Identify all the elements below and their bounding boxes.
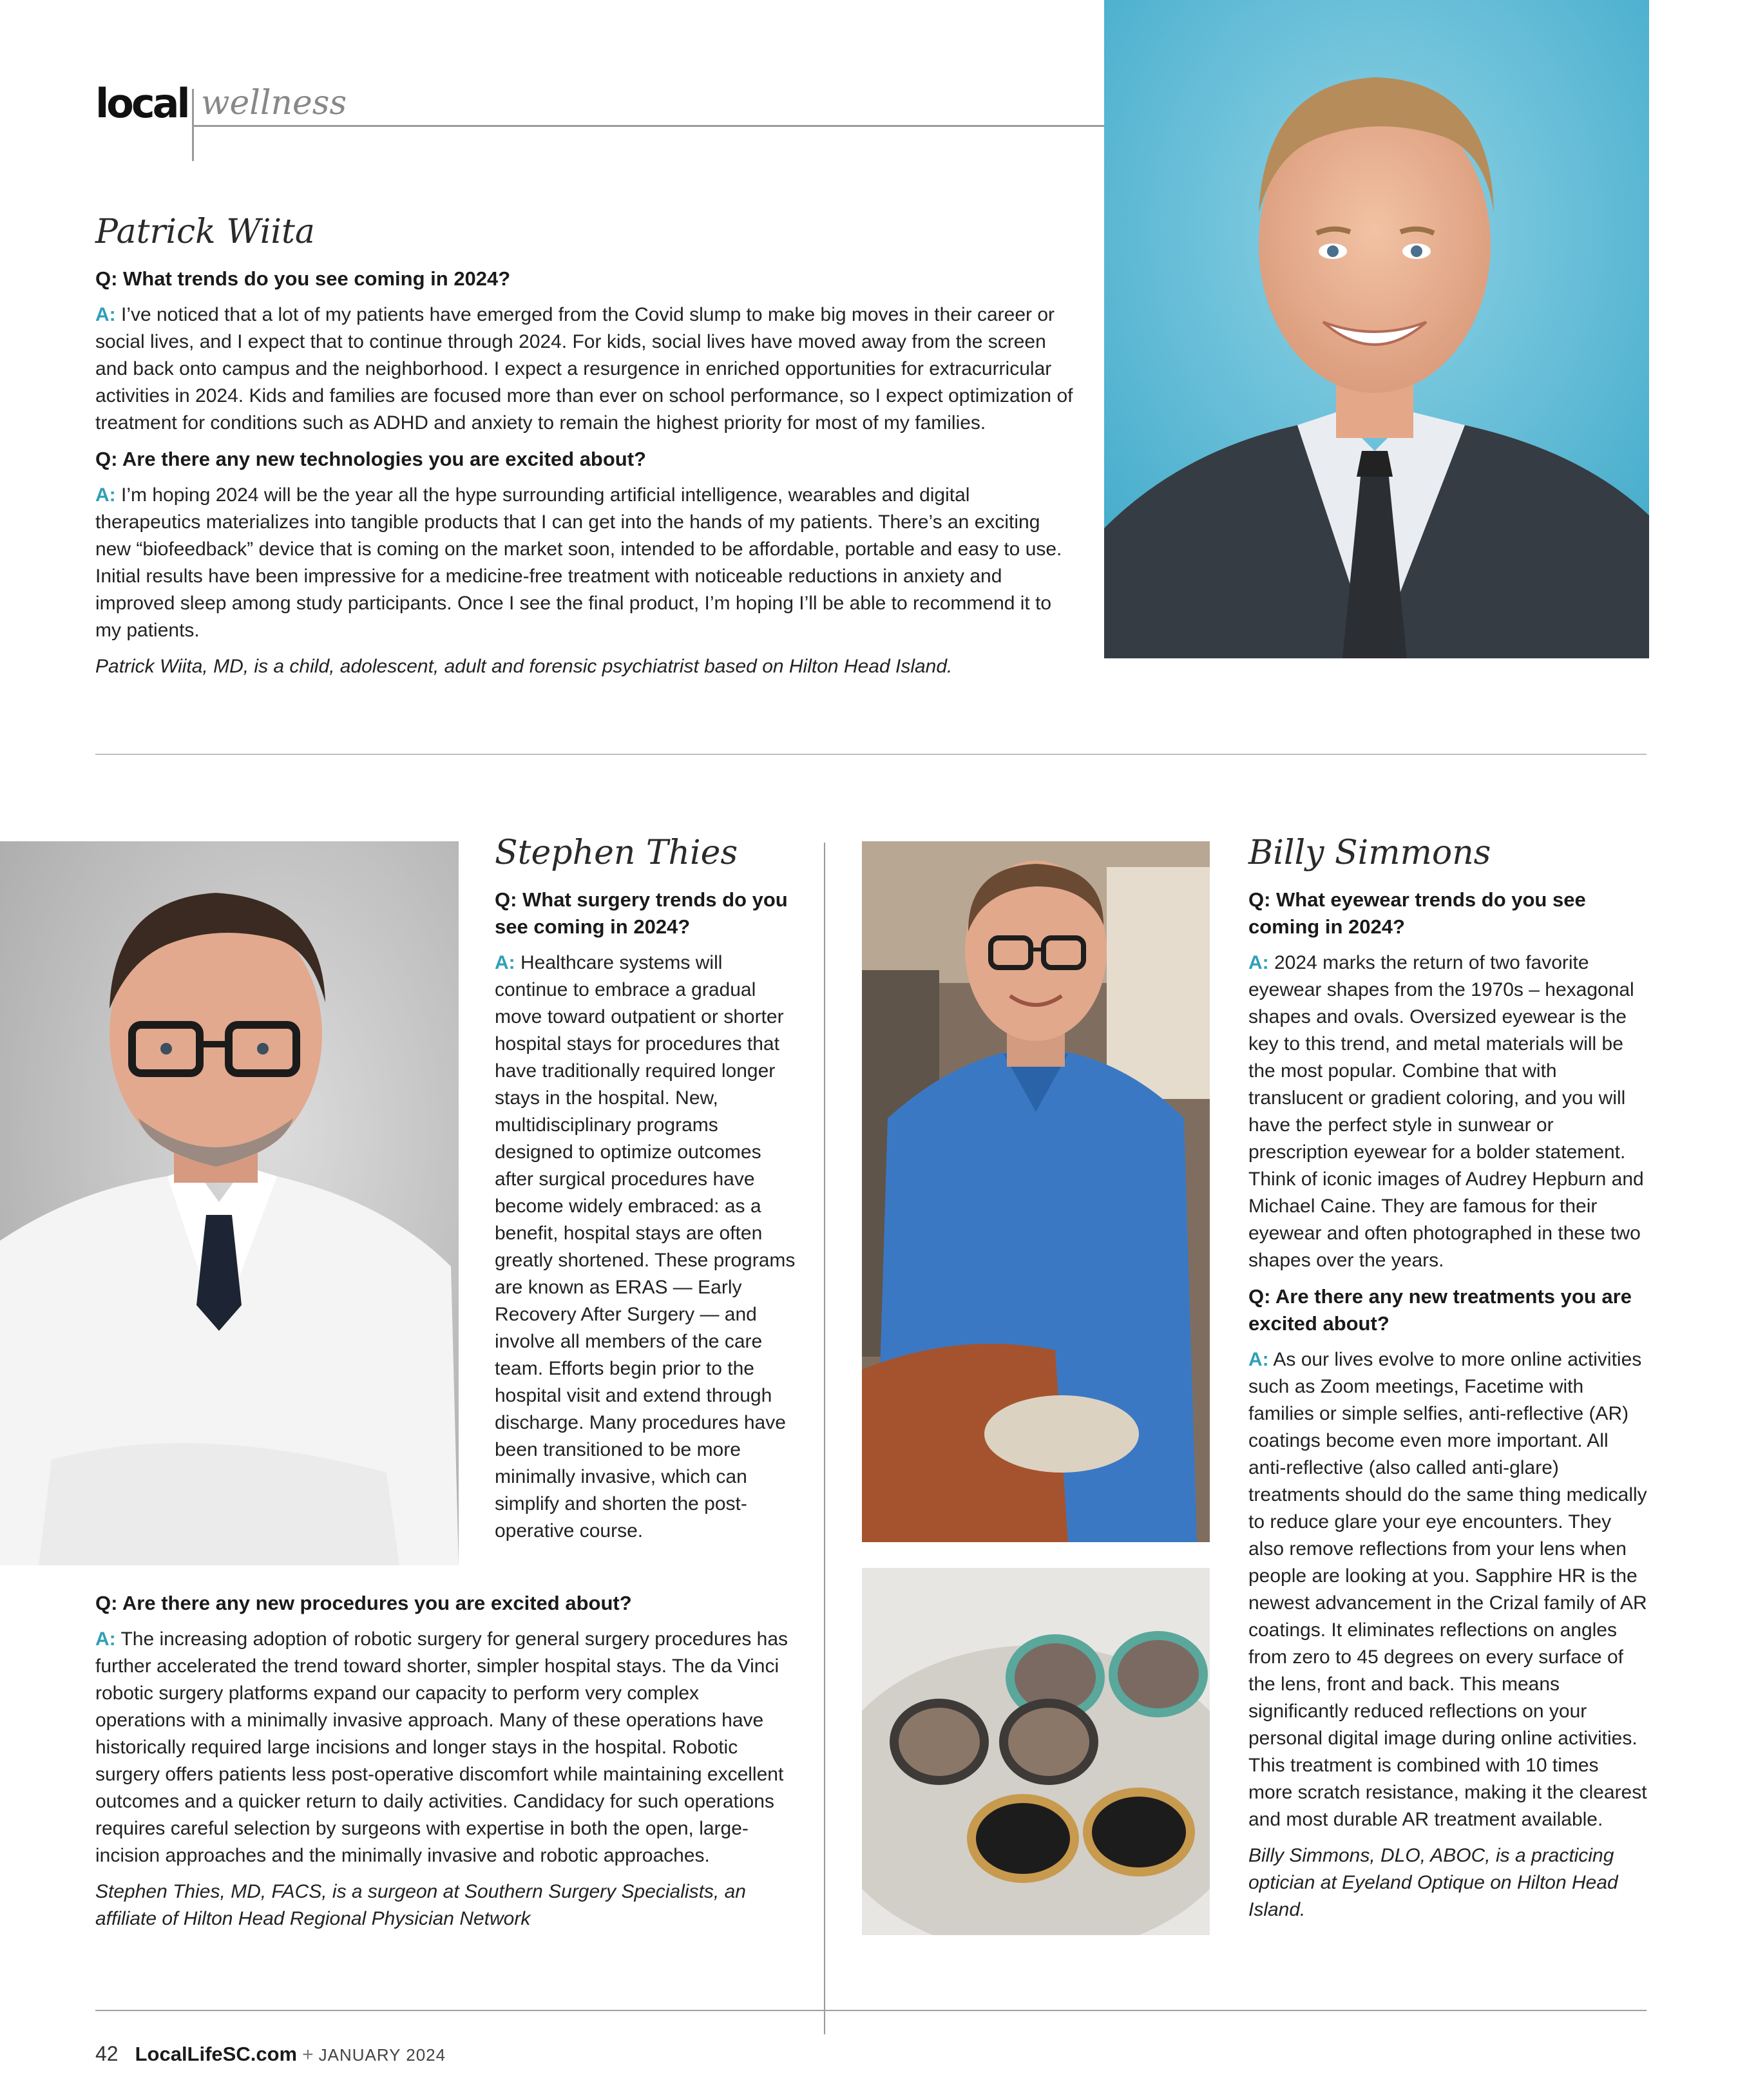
patrick-portrait-illustration [1104, 0, 1649, 658]
billy-qa [1248, 886, 1648, 1933]
stephen-answer-1-text: Healthcare systems will continue to embrace a gradual move toward outpatient or shorter hospital stays for procedures that have traditionally required longer stays in the hospital. New, multidisciplinary programs designed to optimize outcomes after surgical procedures have become widely embraced: as a benefit, hospital stays are often greatly shortened. These programs are known as ERAS — Early Recovery After Surgery — and involve all members of the care team. Efforts begin prior to the hospital visit and extend through discharge. Many procedures have been transitioned to be more minimally invasive, which can simplify and shorten the post-operative course. [495, 952, 796, 1542]
section-title: wellness [201, 84, 347, 122]
answer-label: A: [95, 484, 116, 506]
header-rule [192, 125, 1104, 127]
stephen-qa-top [495, 886, 797, 1554]
answer-label: A: [95, 1628, 116, 1650]
stephen-name: Stephen Thies [495, 834, 738, 872]
patrick-portrait-photo [1104, 0, 1649, 658]
billy-question-2: Q: Are there any new treatments you are excited about? [1248, 1285, 1632, 1335]
footer-separator: + [302, 2044, 314, 2065]
stephen-answer-2-text: The increasing adoption of robotic surgery for general surgery procedures has further accelerated the trend toward shorter, simpler hospital stays. The da Vinci robotic surgery platforms expand our capacity to perform very complex operations with a minimally invasive approach. Many of these operations have historically required large incisions and longer stays in the hospital. Robotic surgery offers patients less post-operative discomfort while maintaining excellent outcomes and a quicker return to daily activities. Candidacy for such operations requires careful selection by surgeons with expertise in both the open, large-incision approaches and the minimally invasive and robotic approaches. [95, 1628, 788, 1866]
billy-question-1: Q: What eyewear trends do you see coming in 2024? [1248, 888, 1586, 938]
brand-logo: local [95, 80, 188, 127]
section-divider [95, 754, 1647, 755]
billy-answer-2 [1248, 1346, 1648, 1833]
billy-answer-2-text: As our lives evolve to more online activities such as Zoom meetings, Facetime with families or simple selfies, anti-reflective (AR) coatings become even more important. All anti-reflective (also called anti-glare) treatments should do the same thing medically to reduce glare your eye encounters. They also remove reflections from your lens when people are looking at you. Sapphire HR is the newest advancement in the Crizal family of AR coatings. It eliminates reflections on angles from zero to 45 degrees on every surface of the lens, front and back. This means significantly reduced reflections on your personal digital image during online activities. This treatment is combined with 10 times more scratch resistance, making it the clearest and most durable AR treatment available. [1248, 1349, 1647, 1830]
patrick-name: Patrick Wiita [95, 213, 315, 251]
stephen-portrait-illustration [0, 841, 459, 1565]
billy-bio: Billy Simmons, DLO, ABOC, is a practicing optician at Eyeland Optique on Hilton Head Island. [1248, 1845, 1618, 1920]
site-link[interactable]: LocalLifeSC.com [135, 2043, 298, 2065]
footer [95, 2042, 446, 2066]
patrick-answer-1-text: I’ve noticed that a lot of my patients have emerged from the Covid slump to make big moves in their career or social lives, and I expect that to continue through 2024. For kids, social lives have moved away from the screen and back onto campus and the neighborhood. I expect a resurgence in enriched opportunities for extracurricular activities in 2024. Kids and families are focused more than ever on school performance, so I expect optimization of treatment for conditions such as ADHD and anxiety to remain the highest priority for most of my families. [95, 304, 1073, 434]
stephen-answer-1 [495, 950, 797, 1545]
stephen-question-2: Q: Are there any new procedures you are excited about? [95, 1592, 632, 1614]
answer-label: A: [1248, 1349, 1269, 1370]
patrick-answer-2 [95, 482, 1074, 644]
patrick-answer-1 [95, 301, 1074, 437]
billy-portrait-illustration [862, 841, 1210, 1542]
answer-label: A: [495, 952, 515, 973]
answer-label: A: [1248, 952, 1269, 973]
billy-answer-1-text: 2024 marks the return of two favorite eyewear shapes from the 1970s – hexagonal shapes and ovals. Oversized eyewear is the key to this trend, and metal materials will be the most popular. Combine that with translucent or gradient coloring, and you will have the perfect style in sunwear or prescription eyewear for a bolder statement. Think of iconic images of Audrey Hepburn and Michael Caine. They are famous for their eyewear and often photographed in these two shapes over the years. [1248, 952, 1644, 1271]
stephen-portrait-photo [0, 841, 459, 1565]
stephen-answer-2 [95, 1626, 791, 1869]
answer-label: A: [95, 304, 116, 325]
patrick-answer-2-text: I’m hoping 2024 will be the year all the hype surrounding artificial intelligence, wearables and digital therapeutics materializes into tangible products that I can get into the hands of my patients. There’s an exciting new “biofeedback” device that is coming on the market soon, intended to be affordable, portable and easy to use. Initial results have been impressive for a medicine-free treatment with noticeable reductions in anxiety and improved sleep among study participants. Once I see the final product, I’m hoping I’ll be able to recommend it to my patients. [95, 484, 1062, 641]
stephen-qa-bottom [95, 1590, 791, 1942]
patrick-qa [95, 265, 1074, 689]
patrick-question-1: Q: What trends do you see coming in 2024? [95, 267, 511, 290]
billy-name: Billy Simmons [1248, 834, 1491, 872]
stephen-bio: Stephen Thies, MD, FACS, is a surgeon at Southern Surgery Specialists, an affiliate of Hilton Head Regional Physician Network [95, 1881, 746, 1929]
billy-portrait-photo [862, 841, 1210, 1542]
patrick-bio: Patrick Wiita, MD, is a child, adolescent, adult and forensic psychiatrist based on Hilton Head Island. [95, 656, 953, 677]
footer-rule [95, 2010, 1647, 2011]
billy-answer-1 [1248, 950, 1648, 1274]
issue-date: JANUARY 2024 [318, 2045, 446, 2065]
stephen-question-1: Q: What surgery trends do you see coming in 2024? [495, 888, 788, 938]
column-divider [824, 843, 825, 2034]
eyewear-illustration [862, 1568, 1210, 1935]
eyewear-photo [862, 1568, 1210, 1935]
patrick-question-2: Q: Are there any new technologies you are excited about? [95, 448, 646, 470]
page-number: 42 [95, 2042, 119, 2065]
